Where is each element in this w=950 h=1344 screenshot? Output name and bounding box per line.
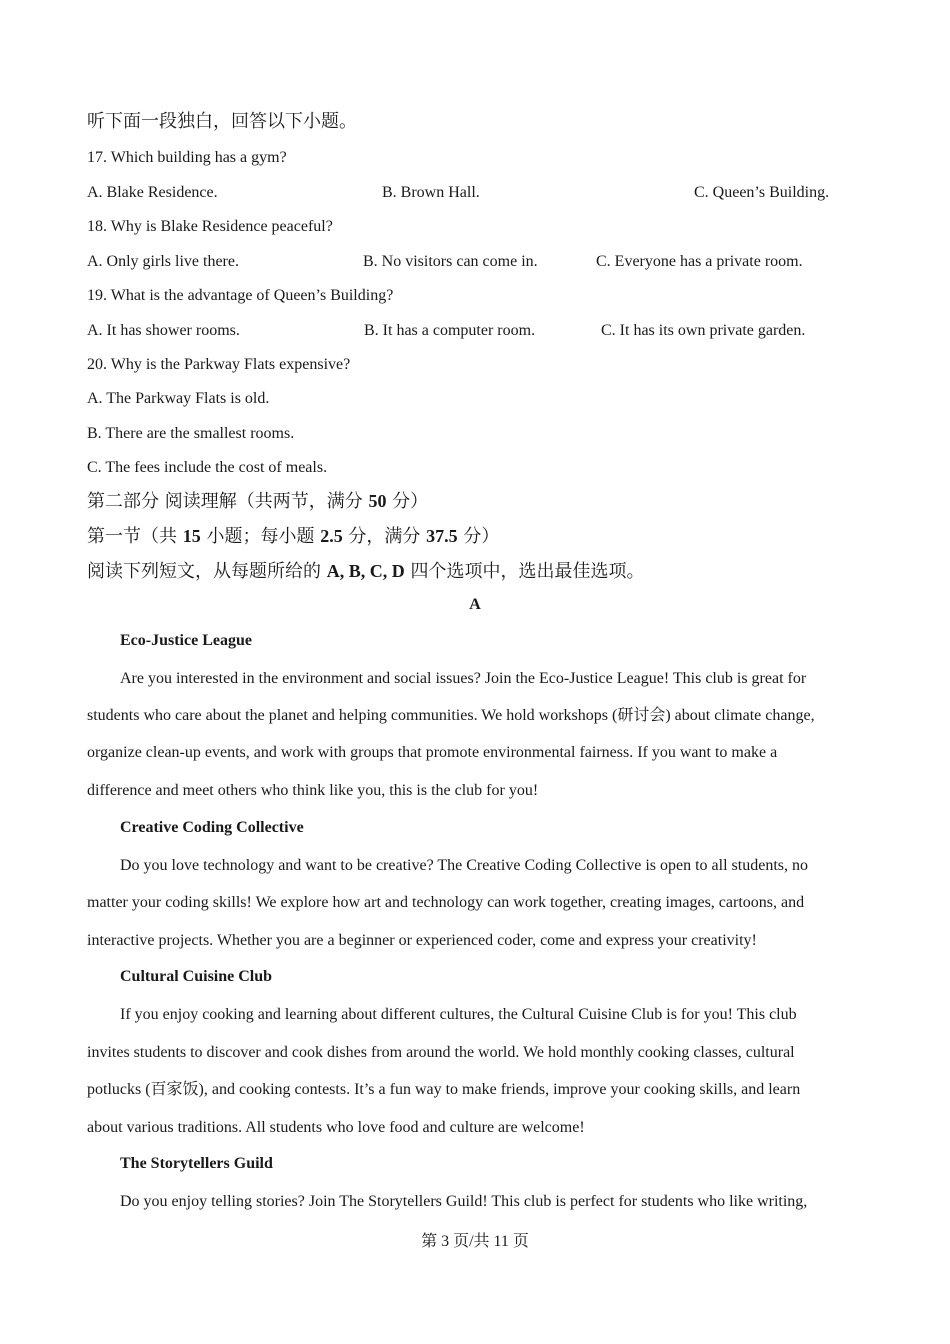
club-cuisine-line-2: invites students to discover and cook dishes from around the world. We hold monthly cooking classes, cultural (87, 1044, 795, 1061)
section1-each-score: 2.5 (320, 526, 343, 546)
reading-instruction-post: 四个选项中，选出最佳选项。 (404, 561, 645, 582)
question-18: 18. Why is Blake Residence peaceful? (87, 218, 333, 235)
passage-label: A (469, 596, 481, 613)
part2-title-pre: 第二部分 阅读理解（共两节，满分 (87, 491, 369, 512)
club-coding-line-3: interactive projects. Whether you are a beginner or experienced coder, come and express your creativity! (87, 932, 757, 949)
q20-option-b: B. There are the smallest rooms. (87, 425, 295, 442)
club-story-line-1: Do you enjoy telling stories? Join The Storytellers Guild! This club is perfect for students who like writing, (120, 1193, 808, 1210)
section1-title (87, 526, 499, 547)
club-title-eco-justice: Eco-Justice League (120, 632, 252, 649)
question-17: 17. Which building has a gym? (87, 149, 287, 166)
q18-option-b: B. No visitors can come in. (363, 253, 538, 270)
reading-instruction-pre: 阅读下列短文，从每题所给的 (87, 561, 327, 582)
reading-instruction-options: A, B, C, D (326, 561, 405, 581)
q17-option-a: A. Blake Residence. (87, 184, 218, 201)
q19-option-b: B. It has a computer room. (364, 322, 536, 339)
club-cuisine-line-4: about various traditions. All students who love food and culture are welcome! (87, 1119, 585, 1136)
part2-title-score: 50 (368, 491, 387, 511)
question-20: 20. Why is the Parkway Flats expensive? (87, 356, 351, 373)
reading-instruction (87, 561, 644, 582)
part2-title-post: 分） (386, 491, 429, 512)
q17-option-c: C. Queen’s Building. (694, 184, 830, 201)
q18-option-c: C. Everyone has a private room. (596, 253, 803, 270)
q18-option-a: A. Only girls live there. (87, 253, 239, 270)
club-coding-line-1: Do you love technology and want to be creative? The Creative Coding Collective is open to all students, no (120, 857, 808, 874)
section1-mid2: 分，满分 (342, 526, 427, 547)
club-title-creative-coding: Creative Coding Collective (120, 819, 304, 836)
part2-title (87, 491, 428, 512)
club-cuisine-line-3: potlucks (百家饭), and cooking contests. It’s a fun way to make friends, improve your cooking skills, and learn (87, 1081, 801, 1098)
q20-option-c: C. The fees include the cost of meals. (87, 459, 328, 476)
q19-option-c: C. It has its own private garden. (601, 322, 806, 339)
q17-option-b: B. Brown Hall. (382, 184, 480, 201)
club-title-cultural-cuisine: Cultural Cuisine Club (120, 968, 273, 985)
club-eco-line-4: difference and meet others who think like you, this is the club for you! (87, 782, 539, 799)
club-cuisine-line-1: If you enjoy cooking and learning about different cultures, the Cultural Cuisine Club is for you! This club (120, 1006, 797, 1023)
section1-count: 15 (182, 526, 201, 546)
q20-option-a: A. The Parkway Flats is old. (87, 390, 270, 407)
question-19: 19. What is the advantage of Queen’s Building? (87, 287, 394, 304)
club-eco-line-3: organize clean-up events, and work with groups that promote environmental fairness. If you want to make a (87, 744, 778, 761)
section1-pre: 第一节（共 (87, 526, 183, 547)
club-eco-line-1: Are you interested in the environment and social issues? Join the Eco-Justice League! This club is great for (120, 670, 807, 687)
section1-total-score: 37.5 (426, 526, 458, 546)
section1-mid1: 小题；每小题 (200, 526, 321, 547)
page-footer: 第 3 页/共 11 页 (421, 1233, 529, 1250)
club-coding-line-2: matter your coding skills! We explore how art and technology can work together, creating images, cartoons, and (87, 894, 805, 911)
club-title-storytellers: The Storytellers Guild (120, 1155, 273, 1172)
q19-option-a: A. It has shower rooms. (87, 322, 240, 339)
section1-post: 分） (457, 526, 500, 547)
club-eco-line-2: students who care about the planet and helping communities. We hold workshops (研讨会) about climate change, (87, 707, 815, 724)
listening-instruction: 听下面一段独白，回答以下小题。 (87, 111, 357, 132)
